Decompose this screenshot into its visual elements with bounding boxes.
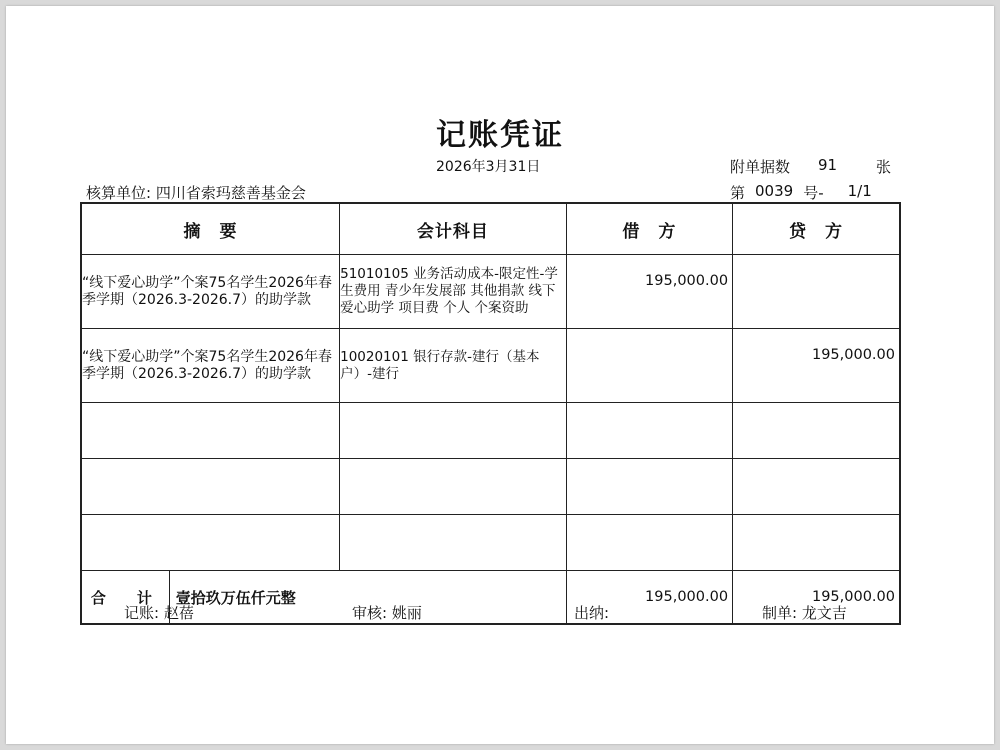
voucher-paper [6,6,994,744]
signature-cashier [574,602,609,623]
entry-account: 51010105 业务活动成本-限定性-学生费用 青少年发展部 其他捐款 线下爱心助学 项目费 个人 个案资助 [340,255,567,329]
accounting-unit [86,182,306,203]
entry-summary: “线下爱心助学”个案75名学生2026年春季学期（2026.3-2026.7）的助学款 [81,329,340,403]
attachment-unit: 张 [876,158,892,176]
entry-row [81,329,900,403]
signature-role: 记账: [124,604,160,622]
empty-row [81,515,900,571]
voucher-prefix: 第 [730,184,746,202]
header-row [81,203,900,255]
entry-debit: 195,000.00 [566,255,732,329]
total-debit: 195,000.00 [566,571,732,625]
signature-preparer [762,602,847,623]
voucher-table [80,202,901,625]
voucher-title: 记账凭证 [436,118,564,153]
col-summary: 摘 要 [81,203,340,255]
signature-name: 赵蓓 [163,604,194,622]
attachment-label: 附单据数 [730,158,791,176]
voucher-no: 0039 [755,182,794,200]
unit-label: 核算单位: [86,184,152,202]
col-account: 会计科目 [340,203,567,255]
entry-credit: 195,000.00 [733,329,900,403]
entry-credit [733,255,900,329]
attachment-count [730,156,891,177]
total-credit: 195,000.00 [733,571,900,625]
voucher-suffix: 号- [803,184,824,202]
signature-bookkeeper [124,602,194,623]
empty-row [81,403,900,459]
signature-reviewer [352,602,422,623]
entry-row [81,255,900,329]
voucher-number [730,182,872,203]
col-debit: 借 方 [566,203,732,255]
signature-name: 龙文吉 [801,604,847,622]
attachment-number: 91 [818,156,838,174]
voucher-page: 1/1 [847,182,872,200]
entry-summary: “线下爱心助学”个案75名学生2026年春季学期（2026.3-2026.7）的助学款 [81,255,340,329]
entry-account: 10020101 银行存款-建行（基本户）-建行 [340,329,567,403]
signature-role: 出纳: [574,604,610,622]
entry-debit [566,329,732,403]
empty-row [81,459,900,515]
signature-name: 姚丽 [391,604,422,622]
col-credit: 贷 方 [733,203,900,255]
unit-name: 四川省索玛慈善基金会 [155,184,306,202]
total-amount-words: 壹拾玖万伍仟元整 [169,571,566,625]
voucher-date: 2026年3月31日 [436,159,541,175]
total-label: 合 计 [81,571,169,625]
signature-role: 制单: [762,604,798,622]
signature-role: 审核: [352,604,388,622]
